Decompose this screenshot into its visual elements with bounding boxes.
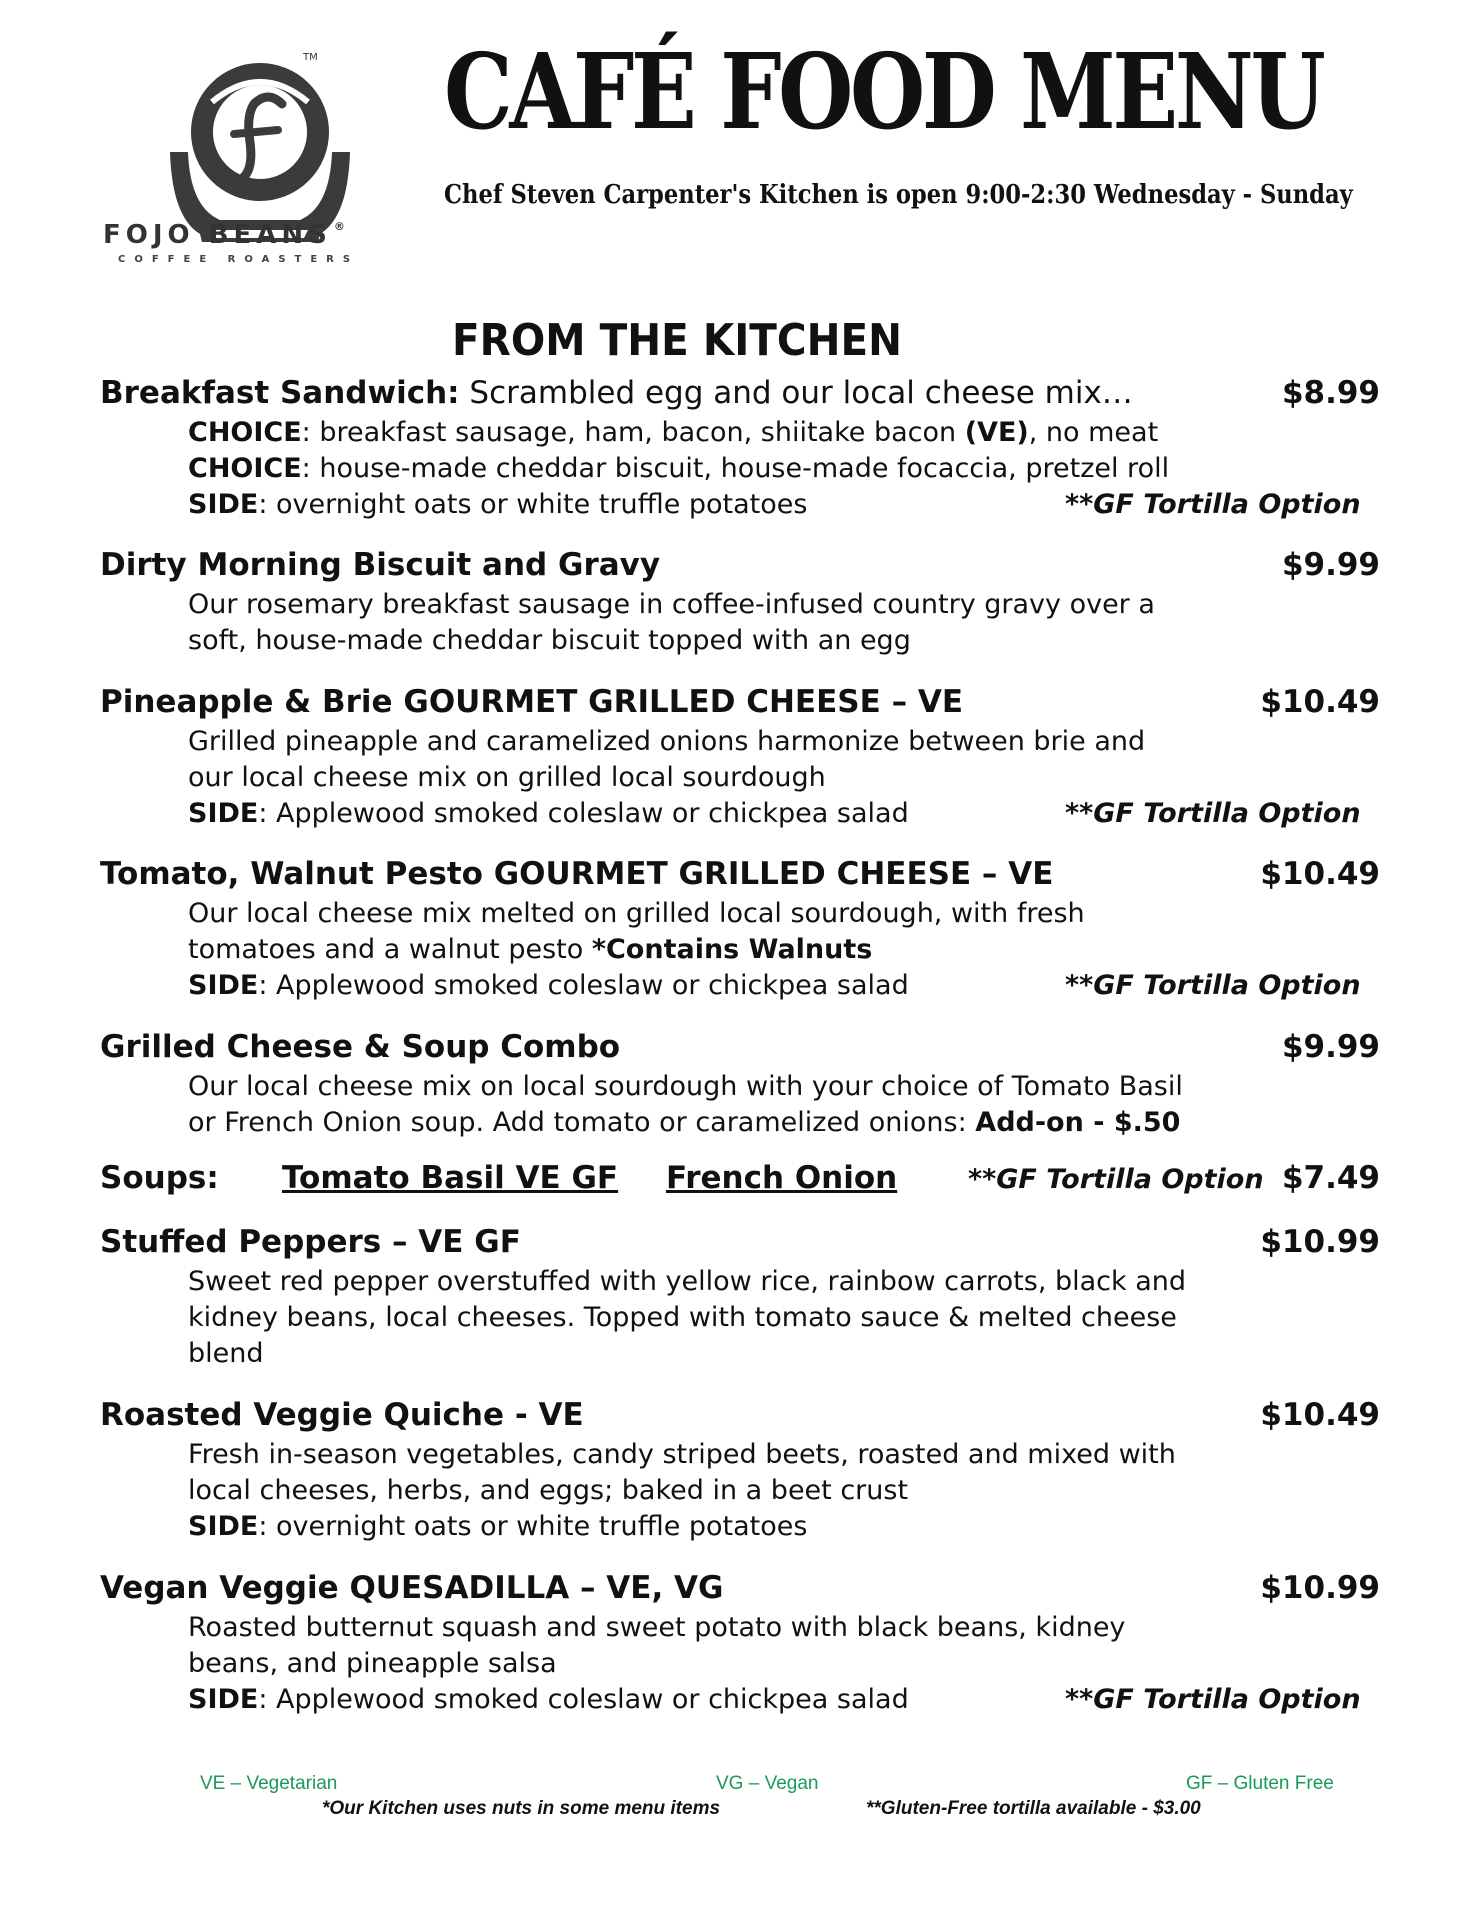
menu-item-price: $10.99 — [1260, 1570, 1380, 1606]
menu-item-price: $10.49 — [1260, 1397, 1380, 1433]
menu-item-header — [100, 684, 1380, 724]
menu-item-description-line: kidney beans, local cheeses. Topped with tomato sauce & melted cheese — [188, 1302, 1177, 1333]
menu-item-header — [100, 547, 1380, 587]
menu-item — [100, 684, 1380, 832]
menu-item-description-line: tomatoes and a walnut pesto *Contains Walnuts — [188, 934, 873, 965]
gf-tortilla-option: **GF Tortilla Option — [1065, 1684, 1361, 1715]
menu-item-name: Stuffed Peppers – VE GF — [100, 1224, 521, 1260]
menu-item-name: Tomato, Walnut Pesto GOURMET GRILLED CHEESE – VE — [100, 856, 1054, 892]
menu-item-name: Dirty Morning Biscuit and Gravy — [100, 547, 661, 583]
menu-item-lead: Scrambled egg and our local cheese mix… — [459, 375, 1133, 411]
registered-mark: ® — [333, 220, 345, 233]
menu-item-header — [100, 1570, 1380, 1610]
menu-item-name: Vegan Veggie QUESADILLA – VE, VG — [100, 1570, 724, 1606]
soup-option-french-onion: French Onion — [666, 1160, 898, 1196]
menu-item-price: $9.99 — [1281, 1029, 1380, 1065]
gf-tortilla-option: **GF Tortilla Option — [1065, 489, 1361, 520]
menu-item-description-line: Fresh in-season vegetables, candy striped beets, roasted and mixed with — [188, 1439, 1176, 1470]
soup-option-tomato-basil: Tomato Basil VE GF — [282, 1160, 619, 1196]
menu-item — [100, 1397, 1380, 1545]
menu-item-header — [100, 1397, 1380, 1437]
section-title: FROM THE KITCHEN — [452, 315, 903, 366]
menu-item-name: Roasted Veggie Quiche - VE — [100, 1397, 584, 1433]
menu-item-description-line: soft, house-made cheddar biscuit topped with an egg — [188, 625, 911, 656]
menu-item-description-line: Our local cheese mix on local sourdough with your choice of Tomato Basil — [188, 1071, 1183, 1102]
menu-item-price: $10.49 — [1260, 684, 1380, 720]
menu-item-price: $8.99 — [1281, 375, 1380, 411]
menu-item-price: $10.49 — [1260, 856, 1380, 892]
menu-item-description-line: Roasted butternut squash and sweet potato with black beans, kidney — [188, 1612, 1126, 1643]
gf-tortilla-option: **GF Tortilla Option — [1065, 798, 1361, 829]
trademark-mark: TM — [303, 52, 318, 63]
menu-item-price: $9.99 — [1281, 547, 1380, 583]
menu-item-description-line: Our rosemary breakfast sausage in coffee-infused country gravy over a — [188, 589, 1155, 620]
page-title: CAFÉ FOOD MENU — [444, 30, 1323, 153]
menu-item — [100, 856, 1380, 1004]
menu-item-header — [100, 1029, 1380, 1069]
legend-vegetarian: VE – Vegetarian — [200, 1773, 338, 1794]
menu-item — [100, 1029, 1380, 1141]
soups-price: $7.49 — [1281, 1160, 1380, 1196]
menu-item-description-line: our local cheese mix on grilled local sourdough — [188, 762, 826, 793]
legend-vegan: VG – Vegan — [716, 1773, 819, 1794]
menu-item-description-line: SIDE: overnight oats or white truffle potatoes **GF Tortilla Option — [188, 487, 1380, 523]
menu-item-description-line: or French Onion soup. Add tomato or caramelized onions: Add-on - $.50 — [188, 1107, 1181, 1138]
menu-item-description-line: blend — [188, 1338, 264, 1369]
menu-item-description-line: Our local cheese mix melted on grilled local sourdough, with fresh — [188, 898, 1085, 929]
menu-item-description-line: Sweet red pepper overstuffed with yellow rice, rainbow carrots, black and — [188, 1266, 1187, 1297]
menu-item — [100, 1224, 1380, 1372]
legend-gluten-free: GF – Gluten Free — [1186, 1773, 1334, 1794]
menu-item-description-line: SIDE: Applewood smoked coleslaw or chickpea salad **GF Tortilla Option — [188, 796, 1380, 832]
menu-item-description-line: CHOICE: breakfast sausage, ham, bacon, shiitake bacon (VE), no meat — [188, 417, 1159, 448]
menu-item-name: Pineapple & Brie GOURMET GRILLED CHEESE – VE — [100, 684, 964, 720]
kitchen-hours: Chef Steven Carpenter's Kitchen is open 9:00-2:30 Wednesday - Sunday — [444, 180, 1353, 210]
menu-item-name: Grilled Cheese & Soup Combo — [100, 1029, 621, 1065]
gf-tortilla-note: **Gluten-Free tortilla available - $3.00 — [866, 1798, 1201, 1819]
menu-item-header — [100, 1224, 1380, 1264]
menu-item-header — [100, 856, 1380, 896]
menu-item-description-line: SIDE: Applewood smoked coleslaw or chickpea salad **GF Tortilla Option — [188, 968, 1380, 1004]
brand-subtitle: COFFEE ROASTERS — [118, 254, 360, 265]
soups-row — [100, 1160, 1380, 1202]
menu-item-description-line: SIDE: overnight oats or white truffle potatoes — [188, 1511, 808, 1542]
soups-label: Soups: — [100, 1160, 219, 1196]
nuts-note: *Our Kitchen uses nuts in some menu items — [322, 1798, 721, 1819]
menu-item-description-line: Grilled pineapple and caramelized onions harmonize between brie and — [188, 726, 1146, 757]
gf-tortilla-option: **GF Tortilla Option — [1065, 970, 1361, 1001]
menu-item-description-line: beans, and pineapple salsa — [188, 1648, 557, 1679]
gf-tortilla-option: **GF Tortilla Option — [968, 1164, 1264, 1195]
menu-item — [100, 375, 1380, 523]
menu-item-header — [100, 375, 1380, 415]
brand-name: FOJO BEANS ® — [103, 220, 345, 250]
menu-item-price: $10.99 — [1260, 1224, 1380, 1260]
menu-item — [100, 1570, 1380, 1718]
menu-item-name: Breakfast Sandwich: Scrambled egg and our local cheese mix… — [100, 375, 1133, 411]
menu-item-description-line: SIDE: Applewood smoked coleslaw or chickpea salad **GF Tortilla Option — [188, 1682, 1380, 1718]
menu-item-description-line: CHOICE: house-made cheddar biscuit, house-made focaccia, pretzel roll — [188, 453, 1170, 484]
menu-item — [100, 547, 1380, 659]
menu-item-description-line: local cheeses, herbs, and eggs; baked in a beet crust — [188, 1475, 909, 1506]
